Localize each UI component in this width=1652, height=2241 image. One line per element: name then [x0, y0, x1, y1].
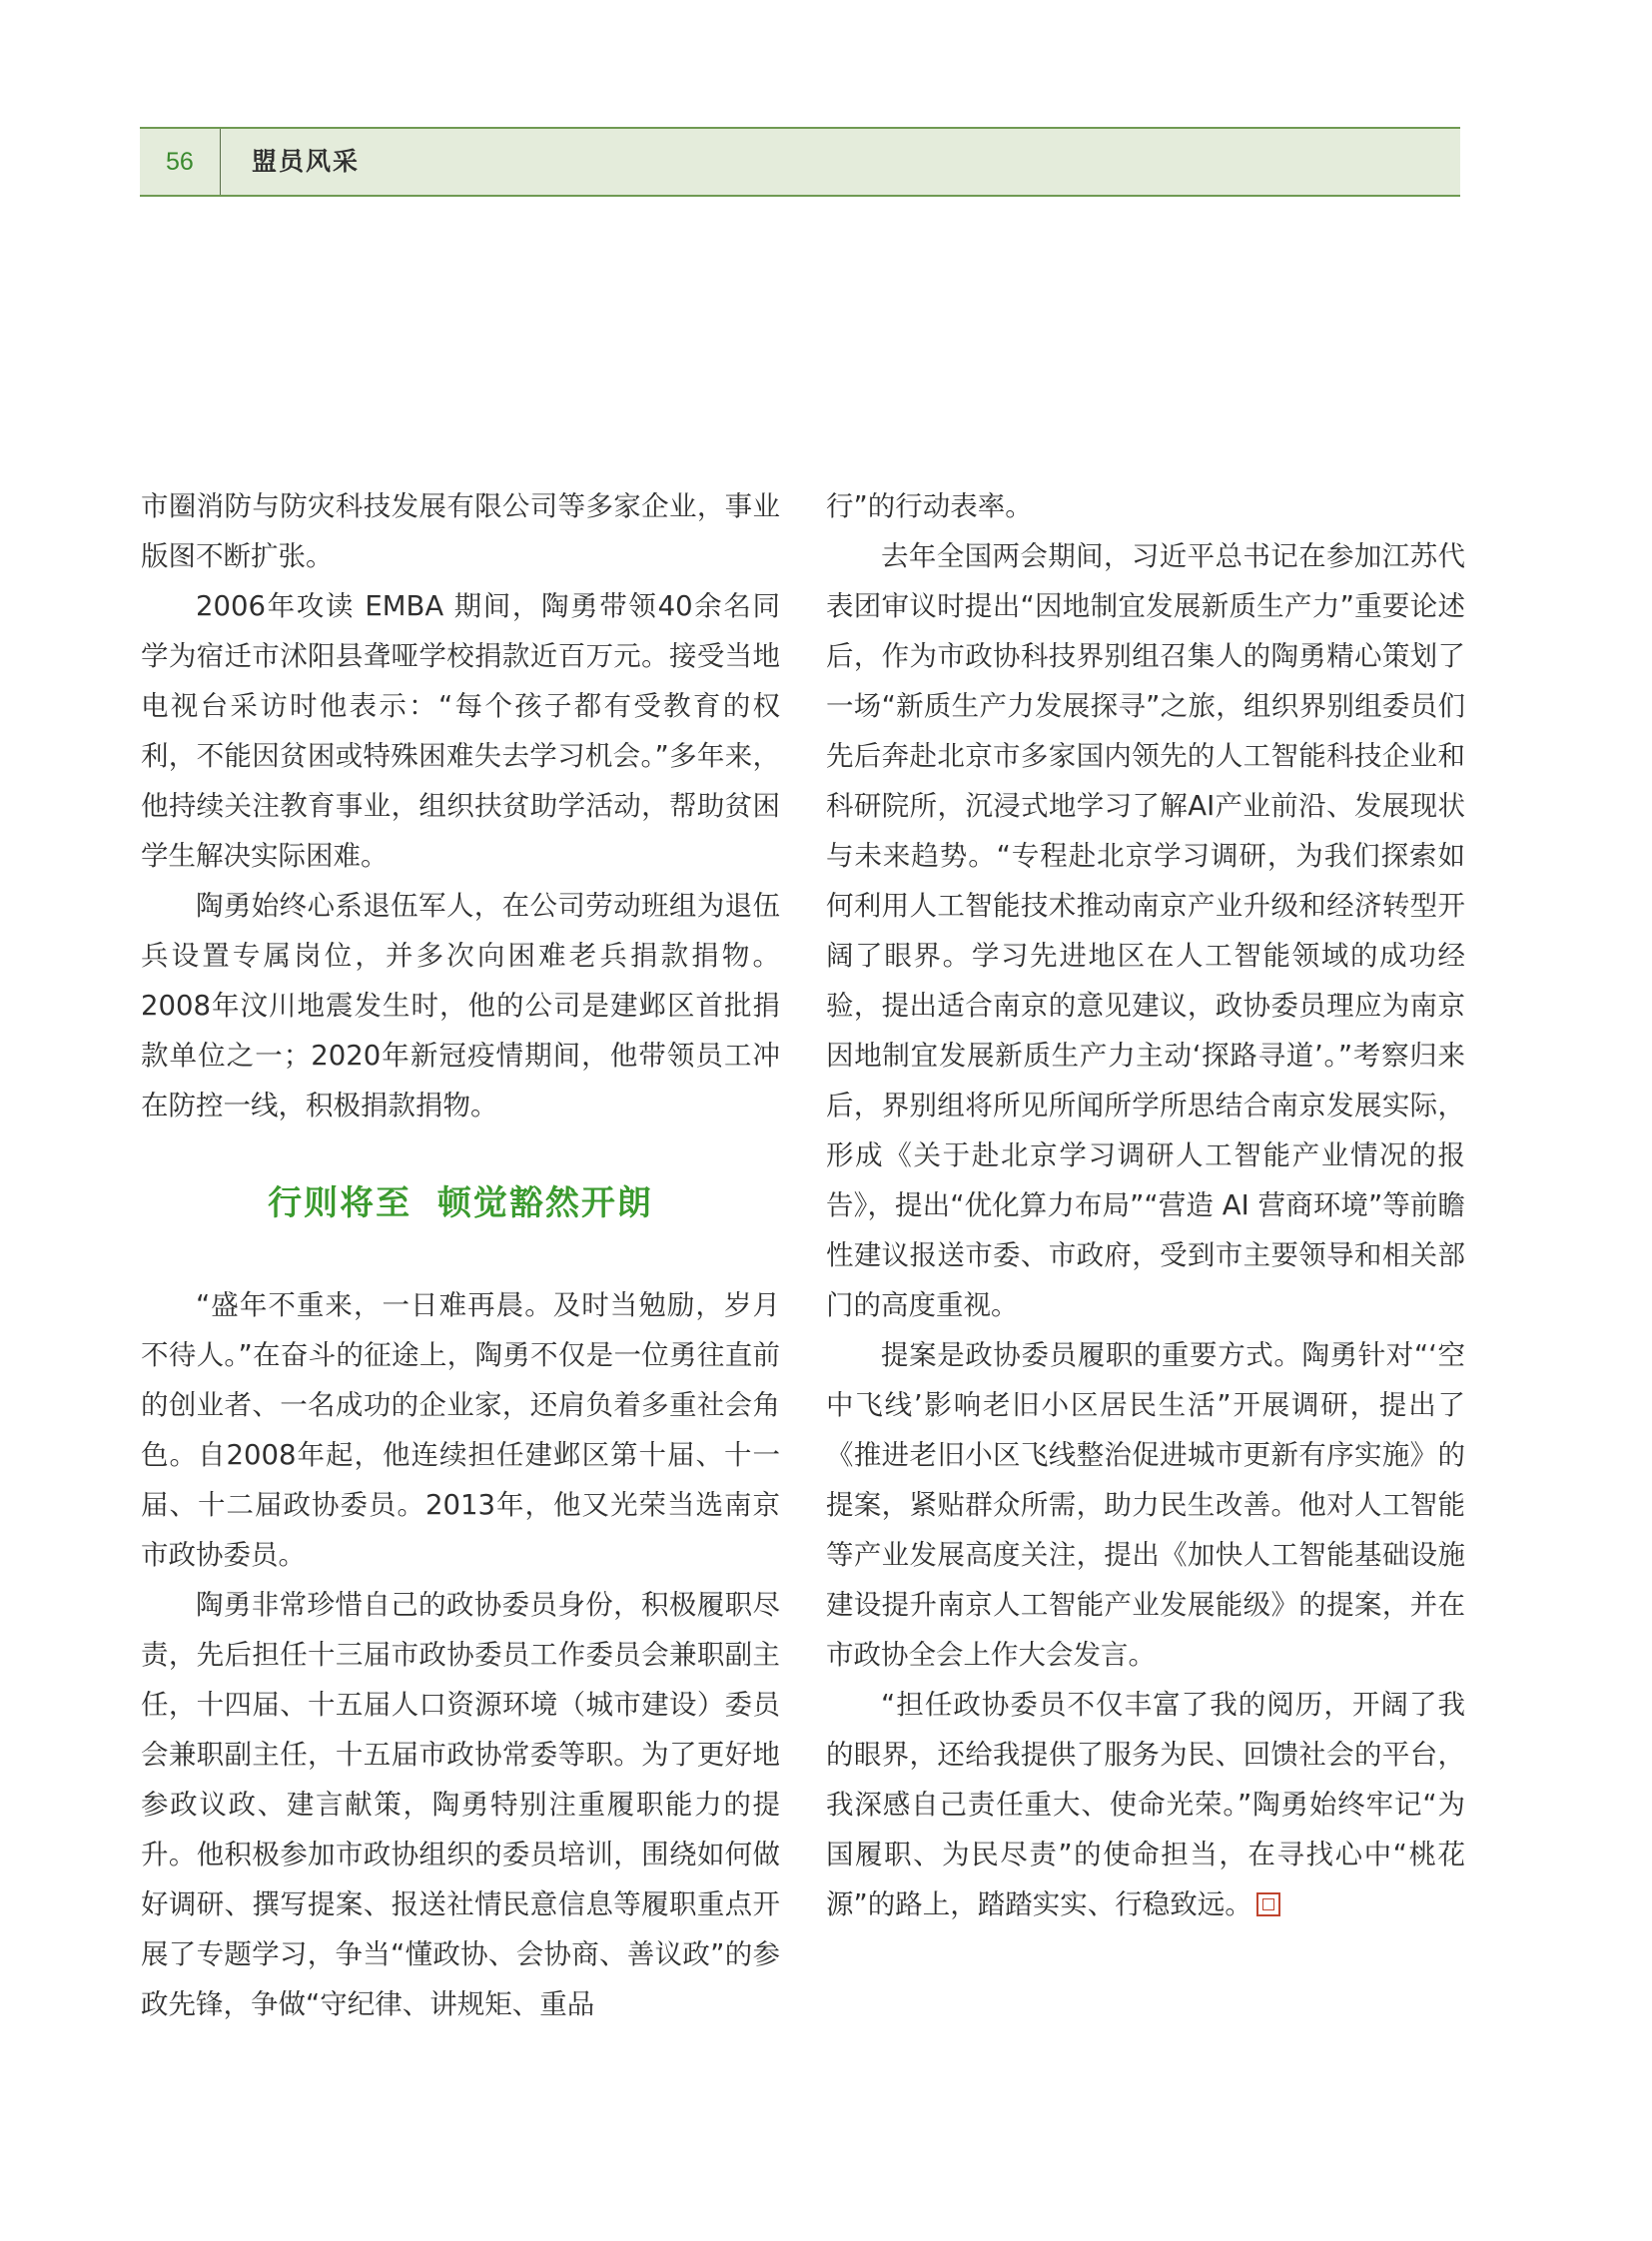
header-divider: [220, 129, 221, 195]
end-mark-icon: [1256, 1892, 1280, 1916]
paragraph: 2006年攻读 EMBA 期间，陶勇带领40余名同学为宿迁市沭阳县聋哑学校捐款近百万元。接受当地电视台采访时他表示：“每个孩子都有受教育的权利，不能因贫困或特殊困难失去学习机会。”多年来，他持续关注教育事业，组织扶贫助学活动，帮助贫困学生解决实际困难。: [141, 590, 780, 872]
paragraph: “盛年不重来，一日难再晨。及时当勉励，岁月不待人。”在奋斗的征途上，陶勇不仅是一位勇往直前的创业者、一名成功的企业家，还肩负着多重社会角色。自2008年起，他连续担任建邺区第十届、十一届、十二届政协委员。2013年，他又光荣当选南京市政协委员。: [141, 1289, 780, 1571]
page-header: [140, 127, 1460, 197]
paragraph: 行”的行动表率。: [826, 490, 1033, 522]
left-column: [141, 481, 780, 2029]
paragraph: 陶勇始终心系退伍军人，在公司劳动班组为退伍兵设置专属岗位，并多次向困难老兵捐款捐物。2008年汶川地震发生时，他的公司是建邺区首批捐款单位之一；2020年新冠疫情期间，他带领员工冲在防控一线，积极捐款捐物。: [141, 890, 780, 1121]
paragraph: 提案是政协委员履职的重要方式。陶勇针对“‘空中飞线’影响老旧小区居民生活”开展调研，提出了《推进老旧小区飞线整治促进城市更新有序实施》的提案，紧贴群众所需，助力民生改善。他对人工智能等产业发展高度关注，提出《加快人工智能基础设施建设提升南京人工智能产业发展能级》的提案，并在市政协全会上作大会发言。: [826, 1339, 1465, 1671]
paragraph: 陶勇非常珍惜自己的政协委员身份，积极履职尽责，先后担任十三届市政协委员工作委员会兼职副主任，十四届、十五届人口资源环境（城市建设）委员会兼职副主任，十五届市政协常委等职。为了更好地参政议政、建言献策，陶勇特别注重履职能力的提升。他积极参加市政协组织的委员培训，围绕如何做好调研、撰写提案、报送社情民意信息等履职重点开展了专题学习，争当“懂政协、会协商、善议政”的参政先锋，争做“守纪律、讲规矩、重品: [141, 1589, 780, 2020]
paragraph: 市圈消防与防灾科技发展有限公司等多家企业，事业版图不断扩张。: [141, 490, 780, 572]
paragraph: 去年全国两会期间，习近平总书记在参加江苏代表团审议时提出“因地制宜发展新质生产力”重要论述后，作为市政协科技界别组召集人的陶勇精心策划了一场“新质生产力发展探寻”之旅，组织界别组委员们先后奔赴北京市多家国内领先的人工智能科技企业和科研院所，沉浸式地学习了解AI产业前沿、发展现状与未来趋势。“专程赴北京学习调研，为我们探索如何利用人工智能技术推动南京产业升级和经济转型开阔了眼界。学习先进地区在人工智能领域的成功经验，提出适合南京的意见建议，政协委员理应为南京因地制宜发展新质生产力主动‘探路寻道’。”考察归来后，界别组将所见所闻所学所思结合南京发展实际，形成《关于赴北京学习调研人工智能产业情况的报告》，提出“优化算力布局”“营造 AI 营商环境”等前瞻性建议报送市委、市政府，受到市主要领导和相关部门的高度重视。: [826, 540, 1465, 1321]
right-column: [826, 481, 1465, 1929]
page-number: 56: [166, 148, 194, 176]
section-title: 盟员风采: [252, 147, 361, 176]
last-paragraph: [826, 1680, 1465, 1929]
article-subheading: 行则将至 顿觉豁然开朗: [268, 1183, 653, 1223]
paragraph-text: “担任政协委员不仅丰富了我的阅历，开阔了我的眼界，还给我提供了服务为民、回馈社会的平台，我深感自己责任重大、使命光荣。”陶勇始终牢记“为国履职、为民尽责”的使命担当，在寻找心中“桃花源”的路上，踏踏实实、行稳致远。: [826, 1689, 1465, 1920]
